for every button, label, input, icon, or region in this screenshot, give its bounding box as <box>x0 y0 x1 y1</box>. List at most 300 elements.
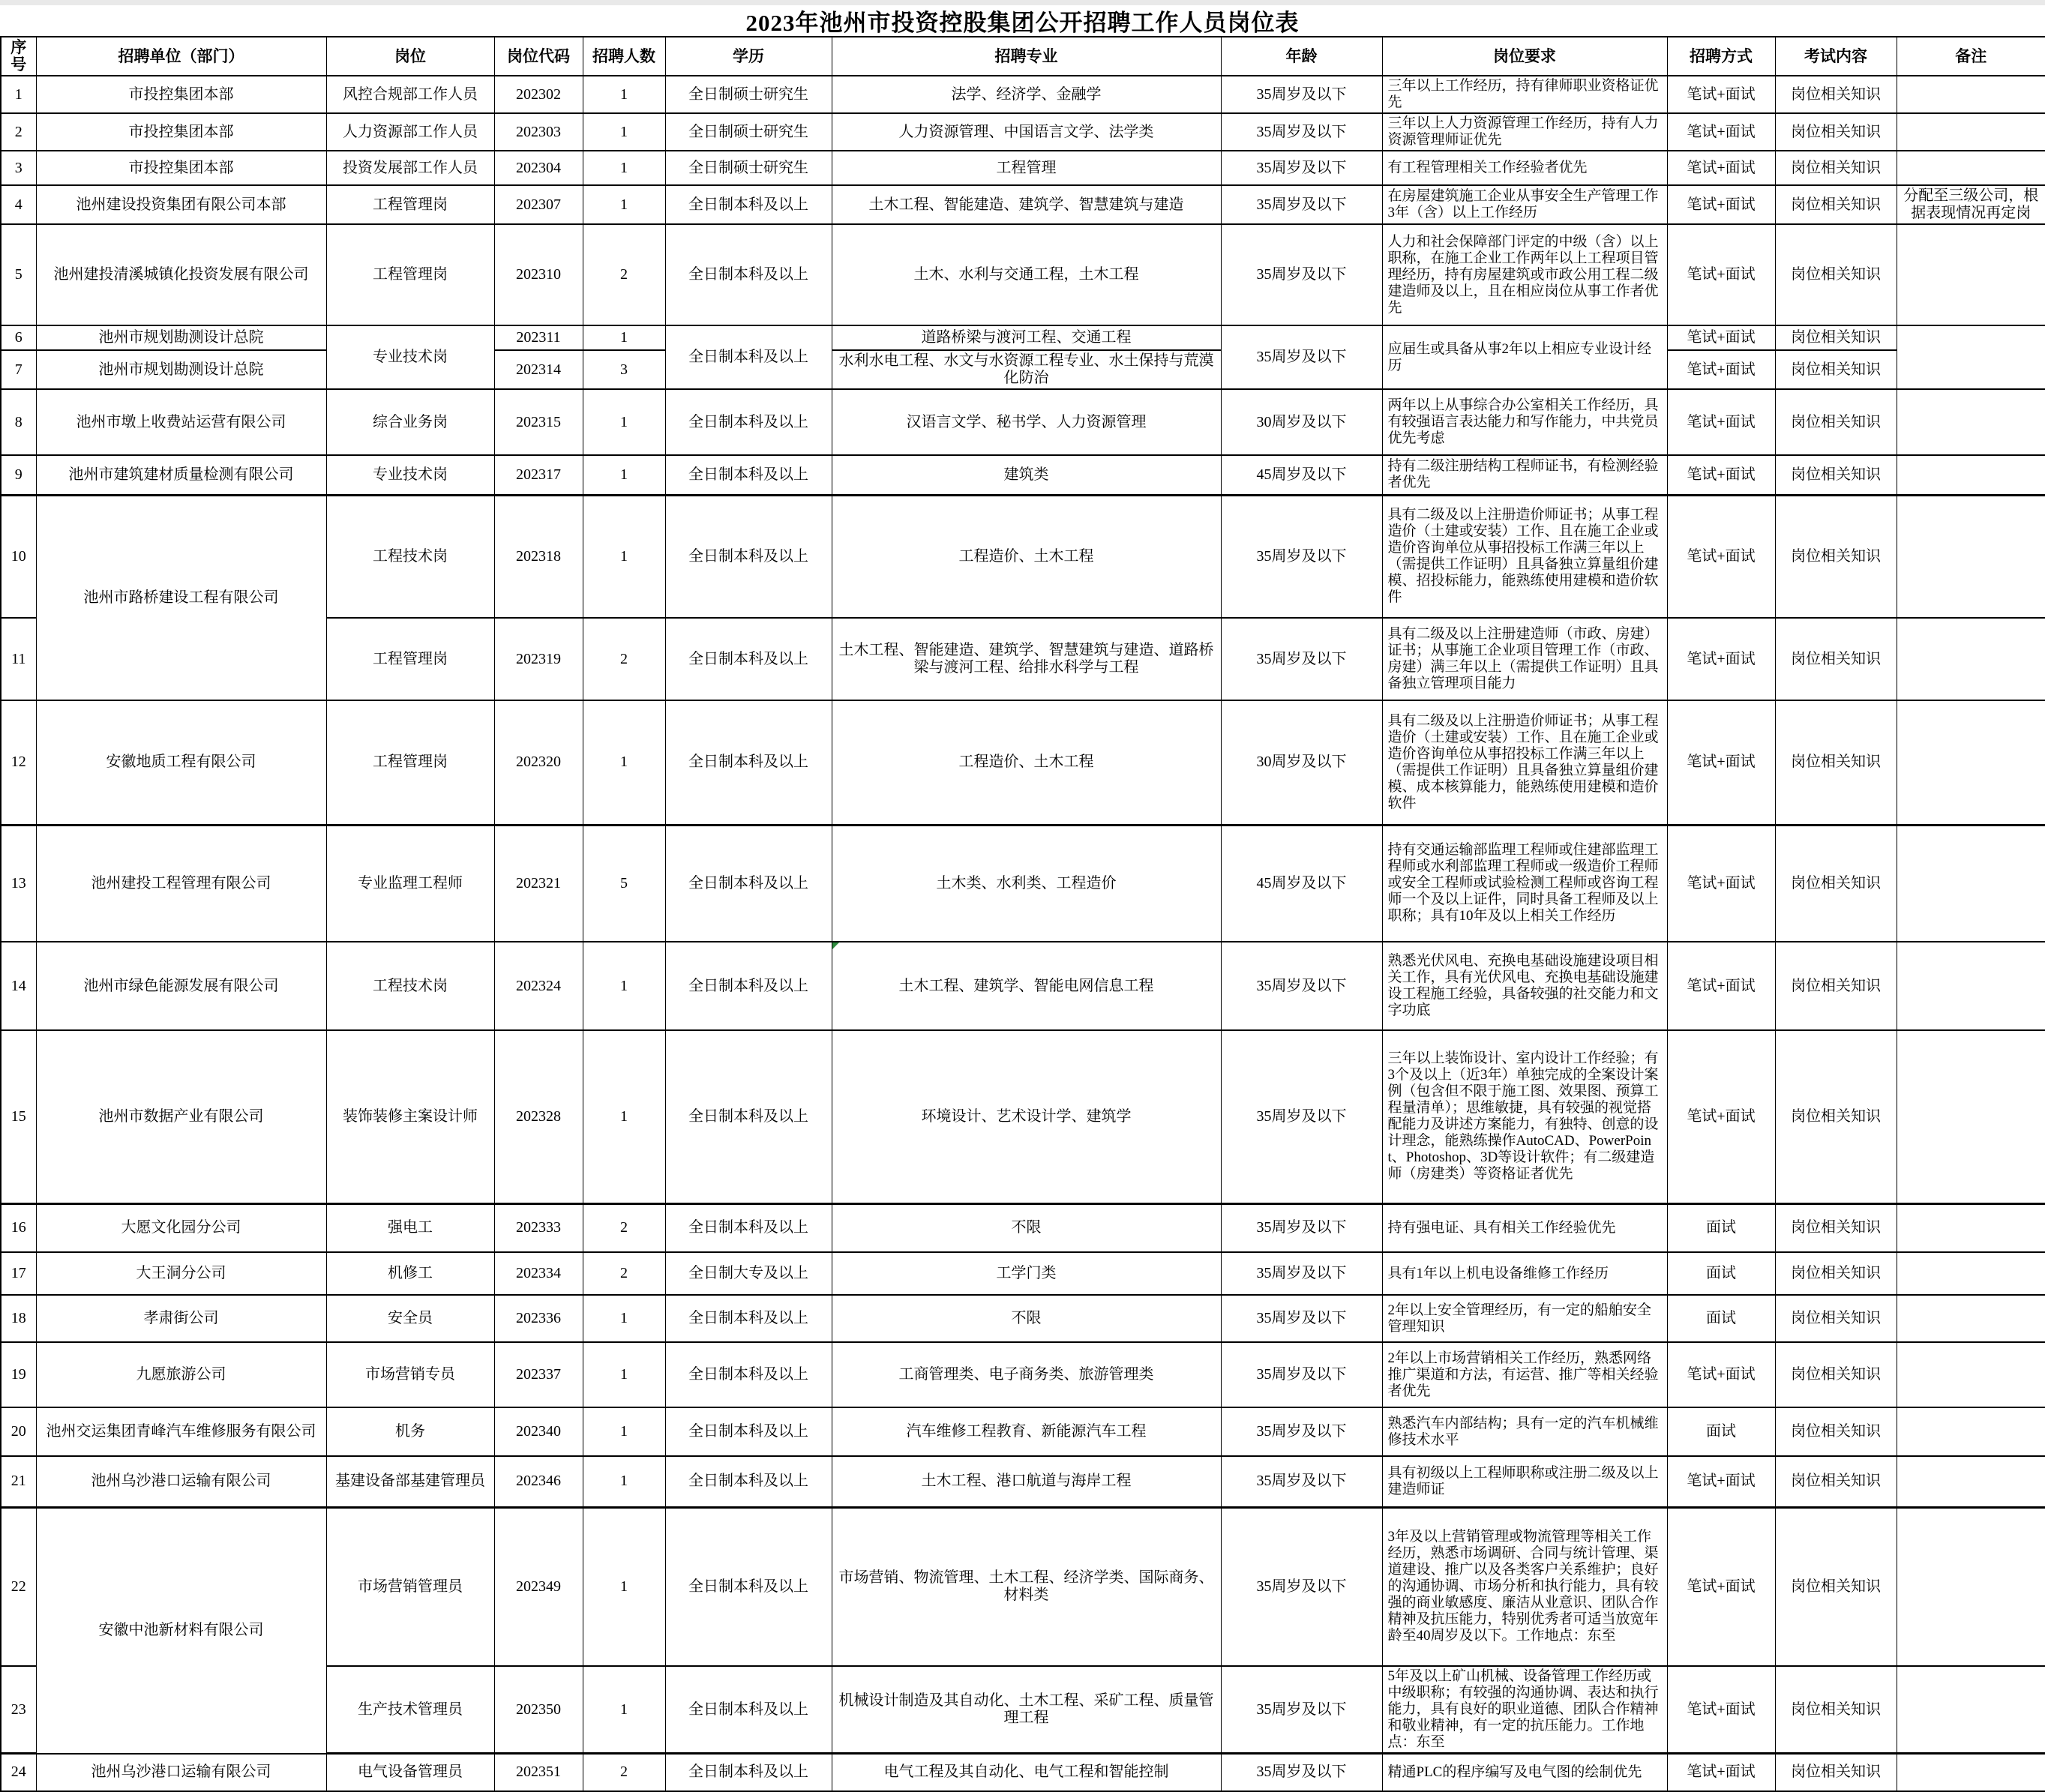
cell-req: 三年以上人力资源管理工作经历，持有人力资源管理师证优先 <box>1382 113 1667 151</box>
cell-num: 1 <box>583 1666 665 1754</box>
cell-major: 电气工程及其自动化、电气工程和智能控制 <box>832 1754 1221 1791</box>
cell-unit: 安徽中池新材料有限公司 <box>36 1507 326 1754</box>
cell-method: 面试 <box>1667 1407 1775 1456</box>
cell-num: 1 <box>583 1295 665 1342</box>
cell-req: 精通PLC的程序编写及电气图的绘制优先 <box>1382 1754 1667 1791</box>
cell-req: 2年以上安全管理经历，有一定的船舶安全管理知识 <box>1382 1295 1667 1342</box>
cell-unit: 市投控集团本部 <box>36 76 326 113</box>
cell-note <box>1897 325 2045 389</box>
cell-code: 202336 <box>494 1295 583 1342</box>
table-row <box>1 455 2045 495</box>
cell-exam: 岗位相关知识 <box>1775 325 1897 350</box>
cell-edu: 全日制本科及以上 <box>665 224 832 325</box>
cell-major: 土木工程、建筑学、智能电网信息工程 <box>832 942 1221 1030</box>
cell-major: 工商管理类、电子商务类、旅游管理类 <box>832 1342 1221 1407</box>
cell-note <box>1897 389 2045 455</box>
cell-note: 分配至三级公司，根据表现情况再定岗 <box>1897 185 2045 224</box>
cell-req: 人力和社会保障部门评定的中级（含）以上职称，在施工企业工作两年以上工程项目管理经历，持有房屋建筑或市政公用工程二级建造师及以上，且在相应岗位从事工作者优先 <box>1382 224 1667 325</box>
cell-unit: 市投控集团本部 <box>36 151 326 185</box>
cell-edu: 全日制本科及以上 <box>665 825 832 942</box>
cell-num: 1 <box>583 113 665 151</box>
cell-exam: 岗位相关知识 <box>1775 389 1897 455</box>
cell-major: 水利水电工程、水文与水资源工程专业、水土保持与荒漠化防治 <box>832 350 1221 389</box>
cell-num: 1 <box>583 151 665 185</box>
cell-method: 笔试+面试 <box>1667 76 1775 113</box>
cell-exam: 岗位相关知识 <box>1775 1030 1897 1203</box>
cell-post: 生产技术管理员 <box>326 1666 494 1754</box>
cell-edu: 全日制本科及以上 <box>665 455 832 495</box>
cell-age: 35周岁及以下 <box>1221 1507 1382 1666</box>
cell-note <box>1897 1030 2045 1203</box>
cell-note <box>1897 1666 2045 1754</box>
cell-post: 人力资源部工作人员 <box>326 113 494 151</box>
cell-exam: 岗位相关知识 <box>1775 942 1897 1030</box>
header-cell-exam: 考试内容 <box>1775 37 1897 76</box>
cell-method: 面试 <box>1667 1203 1775 1252</box>
cell-note <box>1897 1252 2045 1295</box>
cell-unit: 池州市路桥建设工程有限公司 <box>36 495 326 700</box>
cell-req: 持有强电证、具有相关工作经验优先 <box>1382 1203 1667 1252</box>
cell-note <box>1897 1456 2045 1507</box>
cell-edu: 全日制本科及以上 <box>665 185 832 224</box>
cell-num: 1 <box>583 185 665 224</box>
table-row <box>1 76 2045 113</box>
table-row <box>1 389 2045 455</box>
cell-note <box>1897 1507 2045 1666</box>
cell-note <box>1897 151 2045 185</box>
cell-num: 1 <box>583 455 665 495</box>
cell-note <box>1897 495 2045 618</box>
cell-xh: 16 <box>1 1203 36 1252</box>
cell-xh: 10 <box>1 495 36 618</box>
cell-code: 202320 <box>494 700 583 825</box>
cell-unit: 池州市规划勘测设计总院 <box>36 350 326 389</box>
cell-post: 工程管理岗 <box>326 618 494 700</box>
cell-edu: 全日制本科及以上 <box>665 325 832 389</box>
cell-num: 2 <box>583 1203 665 1252</box>
cell-req: 三年以上装饰设计、室内设计工作经验；有3个及以上（近3年）单独完成的全案设计案例（包含但不限于施工图、效果图、预算工程量清单）；思维敏捷，具有较强的视觉搭配能力及讲述方案能力，有独特、创意的设计理念，能熟练操作AutoCAD、PowerPoint、Photoshop、3D等设计软件；有二级建造师（房建类）等资格证者优先 <box>1382 1030 1667 1203</box>
cell-method: 笔试+面试 <box>1667 113 1775 151</box>
cell-code: 202304 <box>494 151 583 185</box>
table-row <box>1 1030 2045 1203</box>
cell-post: 工程技术岗 <box>326 942 494 1030</box>
cell-code: 202310 <box>494 224 583 325</box>
header-cell-method: 招聘方式 <box>1667 37 1775 76</box>
cell-req: 有工程管理相关工作经验者优先 <box>1382 151 1667 185</box>
cell-post: 工程管理岗 <box>326 700 494 825</box>
cell-req: 3年及以上营销管理或物流管理等相关工作经历，熟悉市场调研、合同与统计管理、渠道建设、推广以及各类客户关系维护；良好的沟通协调、市场分析和执行能力，具有较强的商业敏感度、廉洁从业意识、团队合作精神及抗压能力，特别优秀者可适当放宽年龄至40周岁及以下。工作地点：东至 <box>1382 1507 1667 1666</box>
cell-age: 35周岁及以下 <box>1221 151 1382 185</box>
cell-unit: 市投控集团本部 <box>36 113 326 151</box>
cell-method: 笔试+面试 <box>1667 700 1775 825</box>
cell-post: 机务 <box>326 1407 494 1456</box>
cell-req: 在房屋建筑施工企业从事安全生产管理工作3年（含）以上工作经历 <box>1382 185 1667 224</box>
cell-unit: 池州市绿色能源发展有限公司 <box>36 942 326 1030</box>
cell-req: 持有交通运输部监理工程师或住建部监理工程师或水利部监理工程师或一级造价工程师或安全工程师或试验检测工程师或咨询工程师一个及以上证件，同时具备工程师及以上职称；具有10年及以上相关工作经历 <box>1382 825 1667 942</box>
cell-post: 电气设备管理员 <box>326 1754 494 1791</box>
header-cell-req: 岗位要求 <box>1382 37 1667 76</box>
cell-req: 具有二级及以上注册造价师证书；从事工程造价（土建或安装）工作、且在施工企业或造价咨询单位从事招投标工作满三年以上（需提供工作证明）且具备独立算量组价建模、成本核算能力，能熟练使用建模和造价软件 <box>1382 700 1667 825</box>
cell-edu: 全日制本科及以上 <box>665 1507 832 1666</box>
cell-edu: 全日制本科及以上 <box>665 1754 832 1791</box>
cell-xh: 12 <box>1 700 36 825</box>
cell-xh: 13 <box>1 825 36 942</box>
cell-num: 1 <box>583 1507 665 1666</box>
header-cell-code: 岗位代码 <box>494 37 583 76</box>
cell-num: 1 <box>583 1407 665 1456</box>
header-cell-num: 招聘人数 <box>583 37 665 76</box>
cell-exam: 岗位相关知识 <box>1775 113 1897 151</box>
cell-major: 机械设计制造及其自动化、土木工程、采矿工程、质量管理工程 <box>832 1666 1221 1754</box>
cell-major: 法学、经济学、金融学 <box>832 76 1221 113</box>
cell-method: 笔试+面试 <box>1667 1754 1775 1791</box>
cell-exam: 岗位相关知识 <box>1775 825 1897 942</box>
cell-num: 1 <box>583 700 665 825</box>
cell-xh: 18 <box>1 1295 36 1342</box>
cell-age: 35周岁及以下 <box>1221 113 1382 151</box>
cell-code: 202324 <box>494 942 583 1030</box>
cell-post: 专业技术岗 <box>326 325 494 389</box>
cell-major: 不限 <box>832 1203 1221 1252</box>
header-cell-major: 招聘专业 <box>832 37 1221 76</box>
cell-req: 持有二级注册结构工程师证书，有检测经验者优先 <box>1382 455 1667 495</box>
cell-exam: 岗位相关知识 <box>1775 495 1897 618</box>
cell-major: 环境设计、艺术设计学、建筑学 <box>832 1030 1221 1203</box>
cell-xh: 5 <box>1 224 36 325</box>
cell-code: 202337 <box>494 1342 583 1407</box>
cell-edu: 全日制本科及以上 <box>665 1342 832 1407</box>
cell-age: 35周岁及以下 <box>1221 1407 1382 1456</box>
table-header <box>1 37 2045 76</box>
cell-method: 笔试+面试 <box>1667 1030 1775 1203</box>
cell-post: 工程管理岗 <box>326 224 494 325</box>
cell-note <box>1897 700 2045 825</box>
cell-age: 35周岁及以下 <box>1221 1666 1382 1754</box>
cell-num: 1 <box>583 1456 665 1507</box>
cell-edu: 全日制本科及以上 <box>665 389 832 455</box>
cell-method: 笔试+面试 <box>1667 389 1775 455</box>
cell-edu: 全日制本科及以上 <box>665 1456 832 1507</box>
cell-code: 202317 <box>494 455 583 495</box>
cell-method: 笔试+面试 <box>1667 1666 1775 1754</box>
cell-xh: 23 <box>1 1666 36 1754</box>
cell-note <box>1897 76 2045 113</box>
cell-unit: 池州建投清溪城镇化投资发展有限公司 <box>36 224 326 325</box>
cell-unit: 池州市墩上收费站运营有限公司 <box>36 389 326 455</box>
cell-exam: 岗位相关知识 <box>1775 1203 1897 1252</box>
cell-xh: 11 <box>1 618 36 700</box>
cell-xh: 21 <box>1 1456 36 1507</box>
cell-method: 笔试+面试 <box>1667 618 1775 700</box>
cell-edu: 全日制本科及以上 <box>665 495 832 618</box>
cell-req: 两年以上从事综合办公室相关工作经历，具有较强语言表达能力和写作能力，中共党员优先考虑 <box>1382 389 1667 455</box>
header-cell-unit: 招聘单位（部门） <box>36 37 326 76</box>
cell-num: 1 <box>583 1030 665 1203</box>
cell-method: 笔试+面试 <box>1667 1342 1775 1407</box>
header-cell-age: 年龄 <box>1221 37 1382 76</box>
cell-exam: 岗位相关知识 <box>1775 1342 1897 1407</box>
table-row <box>1 325 2045 350</box>
cell-xh: 22 <box>1 1507 36 1666</box>
table-row <box>1 700 2045 825</box>
cell-unit: 池州乌沙港口运输有限公司 <box>36 1754 326 1791</box>
table-row <box>1 1252 2045 1295</box>
cell-age: 35周岁及以下 <box>1221 942 1382 1030</box>
cell-exam: 岗位相关知识 <box>1775 1507 1897 1666</box>
table-row <box>1 495 2045 618</box>
table-row <box>1 224 2045 325</box>
table-row <box>1 113 2045 151</box>
cell-num: 2 <box>583 618 665 700</box>
cell-req: 应届生或具备从事2年以上相应专业设计经历 <box>1382 325 1667 389</box>
table-body <box>1 76 2045 1791</box>
cell-method: 面试 <box>1667 1252 1775 1295</box>
cell-edu: 全日制本科及以上 <box>665 942 832 1030</box>
cell-post: 市场营销专员 <box>326 1342 494 1407</box>
cell-exam: 岗位相关知识 <box>1775 1295 1897 1342</box>
cell-xh: 8 <box>1 389 36 455</box>
cell-code: 202318 <box>494 495 583 618</box>
cell-edu: 全日制本科及以上 <box>665 700 832 825</box>
cell-age: 35周岁及以下 <box>1221 1030 1382 1203</box>
cell-note <box>1897 1295 2045 1342</box>
cell-exam: 岗位相关知识 <box>1775 224 1897 325</box>
table-row <box>1 1456 2045 1507</box>
cell-code: 202314 <box>494 350 583 389</box>
cell-age: 35周岁及以下 <box>1221 325 1382 389</box>
cell-major: 工程造价、土木工程 <box>832 495 1221 618</box>
table-row <box>1 1203 2045 1252</box>
cell-major: 工学门类 <box>832 1252 1221 1295</box>
cell-post: 综合业务岗 <box>326 389 494 455</box>
cell-major: 工程造价、土木工程 <box>832 700 1221 825</box>
cell-post: 风控合规部工作人员 <box>326 76 494 113</box>
cell-code: 202315 <box>494 389 583 455</box>
cell-note <box>1897 224 2045 325</box>
cell-num: 3 <box>583 350 665 389</box>
cell-age: 35周岁及以下 <box>1221 618 1382 700</box>
table-row <box>1 350 2045 389</box>
page-title: 2023年池州市投资控股集团公开招聘工作人员岗位表 <box>745 10 1300 36</box>
cell-exam: 岗位相关知识 <box>1775 618 1897 700</box>
cell-method: 笔试+面试 <box>1667 185 1775 224</box>
cell-post: 专业监理工程师 <box>326 825 494 942</box>
cell-xh: 6 <box>1 325 36 350</box>
cell-xh: 19 <box>1 1342 36 1407</box>
cell-age: 35周岁及以下 <box>1221 1252 1382 1295</box>
cell-major: 土木类、水利类、工程造价 <box>832 825 1221 942</box>
cell-age: 35周岁及以下 <box>1221 224 1382 325</box>
cell-num: 2 <box>583 1252 665 1295</box>
cell-age: 35周岁及以下 <box>1221 76 1382 113</box>
cell-edu: 全日制本科及以上 <box>665 1030 832 1203</box>
cell-num: 2 <box>583 224 665 325</box>
cell-edu: 全日制本科及以上 <box>665 618 832 700</box>
cell-exam: 岗位相关知识 <box>1775 350 1897 389</box>
cell-req: 熟悉汽车内部结构；具有一定的汽车机械维修技术水平 <box>1382 1407 1667 1456</box>
cell-major: 汽车维修工程教育、新能源汽车工程 <box>832 1407 1221 1456</box>
table-row <box>1 185 2045 224</box>
cell-xh: 15 <box>1 1030 36 1203</box>
cell-code: 202333 <box>494 1203 583 1252</box>
cell-exam: 岗位相关知识 <box>1775 1407 1897 1456</box>
cell-xh: 17 <box>1 1252 36 1295</box>
cell-corner-marker-icon <box>832 942 839 949</box>
cell-unit: 池州乌沙港口运输有限公司 <box>36 1456 326 1507</box>
cell-req: 5年及以上矿山机械、设备管理工作经历或中级职称；有较强的沟通协调、表达和执行能力，具有良好的职业道德、团队合作精神和敬业精神，有一定的抗压能力。工作地点：东至 <box>1382 1666 1667 1754</box>
cell-code: 202334 <box>494 1252 583 1295</box>
cell-method: 笔试+面试 <box>1667 825 1775 942</box>
cell-unit: 孝肃街公司 <box>36 1295 326 1342</box>
cell-num: 1 <box>583 325 665 350</box>
table-row <box>1 1342 2045 1407</box>
cell-age: 35周岁及以下 <box>1221 1342 1382 1407</box>
cell-unit: 大王洞分公司 <box>36 1252 326 1295</box>
cell-req: 具有二级及以上注册建造师（市政、房建）证书；从事施工企业项目管理工作（市政、房建）满三年以上（需提供工作证明）且具备独立管理项目能力 <box>1382 618 1667 700</box>
header-cell-xh: 序号 <box>1 37 36 76</box>
cell-xh: 20 <box>1 1407 36 1456</box>
positions-table <box>0 36 2045 1792</box>
table-row <box>1 1754 2045 1791</box>
table-row <box>1 825 2045 942</box>
cell-major: 市场营销、物流管理、土木工程、经济学类、国际商务、材料类 <box>832 1507 1221 1666</box>
cell-code: 202319 <box>494 618 583 700</box>
cell-major: 工程管理 <box>832 151 1221 185</box>
cell-edu: 全日制硕士研究生 <box>665 151 832 185</box>
cell-note <box>1897 1203 2045 1252</box>
table-row <box>1 1295 2045 1342</box>
cell-exam: 岗位相关知识 <box>1775 151 1897 185</box>
cell-post: 机修工 <box>326 1252 494 1295</box>
cell-major: 道路桥梁与渡河工程、交通工程 <box>832 325 1221 350</box>
cell-major: 土木工程、智能建造、建筑学、智慧建筑与建造 <box>832 185 1221 224</box>
cell-code: 202349 <box>494 1507 583 1666</box>
cell-req: 熟悉光伏风电、充换电基础设施建设项目相关工作，具有光伏风电、充换电基础设施建设工程施工经验，具备较强的社交能力和文字功底 <box>1382 942 1667 1030</box>
cell-req: 具有1年以上机电设备维修工作经历 <box>1382 1252 1667 1295</box>
cell-note <box>1897 942 2045 1030</box>
cell-exam: 岗位相关知识 <box>1775 1252 1897 1295</box>
cell-xh: 1 <box>1 76 36 113</box>
cell-num: 1 <box>583 1342 665 1407</box>
cell-edu: 全日制大专及以上 <box>665 1252 832 1295</box>
cell-age: 45周岁及以下 <box>1221 825 1382 942</box>
cell-major: 土木、水利与交通工程，土木工程 <box>832 224 1221 325</box>
cell-edu: 全日制硕士研究生 <box>665 113 832 151</box>
cell-code: 202311 <box>494 325 583 350</box>
cell-edu: 全日制本科及以上 <box>665 1407 832 1456</box>
cell-num: 2 <box>583 1754 665 1791</box>
cell-code: 202321 <box>494 825 583 942</box>
cell-num: 5 <box>583 825 665 942</box>
cell-note <box>1897 1407 2045 1456</box>
cell-major: 不限 <box>832 1295 1221 1342</box>
cell-exam: 岗位相关知识 <box>1775 455 1897 495</box>
table-row <box>1 942 2045 1030</box>
cell-age: 35周岁及以下 <box>1221 1295 1382 1342</box>
cell-xh: 24 <box>1 1754 36 1791</box>
cell-age: 35周岁及以下 <box>1221 1203 1382 1252</box>
cell-num: 1 <box>583 76 665 113</box>
cell-req: 2年以上市场营销相关工作经历，熟悉网络推广渠道和方法，有运营、推广等相关经验者优先 <box>1382 1342 1667 1407</box>
cell-exam: 岗位相关知识 <box>1775 700 1897 825</box>
cell-edu: 全日制硕士研究生 <box>665 76 832 113</box>
table-row <box>1 1407 2045 1456</box>
cell-method: 笔试+面试 <box>1667 1507 1775 1666</box>
cell-major: 土木工程、港口航道与海岸工程 <box>832 1456 1221 1507</box>
cell-post: 安全员 <box>326 1295 494 1342</box>
cell-method: 笔试+面试 <box>1667 325 1775 350</box>
cell-unit: 池州建设投资集团有限公司本部 <box>36 185 326 224</box>
cell-method: 笔试+面试 <box>1667 495 1775 618</box>
cell-post: 投资发展部工作人员 <box>326 151 494 185</box>
cell-code: 202303 <box>494 113 583 151</box>
cell-code: 202328 <box>494 1030 583 1203</box>
cell-post: 工程技术岗 <box>326 495 494 618</box>
cell-req: 具有二级及以上注册造价师证书；从事工程造价（土建或安装）工作、且在施工企业或造价咨询单位从事招投标工作满三年以上（需提供工作证明）且具备独立算量组价建模、招投标能力，能熟练使用建模和造价软件 <box>1382 495 1667 618</box>
cell-code: 202346 <box>494 1456 583 1507</box>
cell-unit: 九愿旅游公司 <box>36 1342 326 1407</box>
header-cell-edu: 学历 <box>665 37 832 76</box>
cell-edu: 全日制本科及以上 <box>665 1295 832 1342</box>
cell-xh: 4 <box>1 185 36 224</box>
cell-exam: 岗位相关知识 <box>1775 185 1897 224</box>
cell-post: 基建设备部基建管理员 <box>326 1456 494 1507</box>
cell-num: 1 <box>583 942 665 1030</box>
cell-edu: 全日制本科及以上 <box>665 1666 832 1754</box>
table-row <box>1 1507 2045 1666</box>
cell-note <box>1897 825 2045 942</box>
cell-unit: 池州市规划勘测设计总院 <box>36 325 326 350</box>
cell-exam: 岗位相关知识 <box>1775 76 1897 113</box>
cell-unit: 池州市建筑建材质量检测有限公司 <box>36 455 326 495</box>
cell-code: 202340 <box>494 1407 583 1456</box>
cell-code: 202307 <box>494 185 583 224</box>
cell-unit: 池州建投工程管理有限公司 <box>36 825 326 942</box>
cell-unit: 池州交运集团青峰汽车维修服务有限公司 <box>36 1407 326 1456</box>
cell-note <box>1897 1754 2045 1791</box>
cell-note <box>1897 455 2045 495</box>
cell-method: 笔试+面试 <box>1667 224 1775 325</box>
cell-num: 1 <box>583 495 665 618</box>
cell-code: 202302 <box>494 76 583 113</box>
header-cell-note: 备注 <box>1897 37 2045 76</box>
cell-age: 35周岁及以下 <box>1221 495 1382 618</box>
cell-xh: 2 <box>1 113 36 151</box>
cell-xh: 7 <box>1 350 36 389</box>
cell-unit: 安徽地质工程有限公司 <box>36 700 326 825</box>
cell-age: 30周岁及以下 <box>1221 389 1382 455</box>
cell-xh: 3 <box>1 151 36 185</box>
cell-age: 45周岁及以下 <box>1221 455 1382 495</box>
cell-age: 30周岁及以下 <box>1221 700 1382 825</box>
cell-exam: 岗位相关知识 <box>1775 1456 1897 1507</box>
cell-note <box>1897 113 2045 151</box>
cell-age: 35周岁及以下 <box>1221 1754 1382 1791</box>
cell-major: 建筑类 <box>832 455 1221 495</box>
cell-age: 35周岁及以下 <box>1221 1456 1382 1507</box>
cell-method: 笔试+面试 <box>1667 350 1775 389</box>
cell-major: 人力资源管理、中国语言文学、法学类 <box>832 113 1221 151</box>
cell-req: 具有初级以上工程师职称或注册二级及以上建造师证 <box>1382 1456 1667 1507</box>
cell-post: 强电工 <box>326 1203 494 1252</box>
cell-unit: 池州市数据产业有限公司 <box>36 1030 326 1203</box>
cell-code: 202351 <box>494 1754 583 1791</box>
cell-post: 专业技术岗 <box>326 455 494 495</box>
cell-method: 笔试+面试 <box>1667 455 1775 495</box>
cell-exam: 岗位相关知识 <box>1775 1666 1897 1754</box>
cell-major: 汉语言文学、秘书学、人力资源管理 <box>832 389 1221 455</box>
cell-code: 202350 <box>494 1666 583 1754</box>
